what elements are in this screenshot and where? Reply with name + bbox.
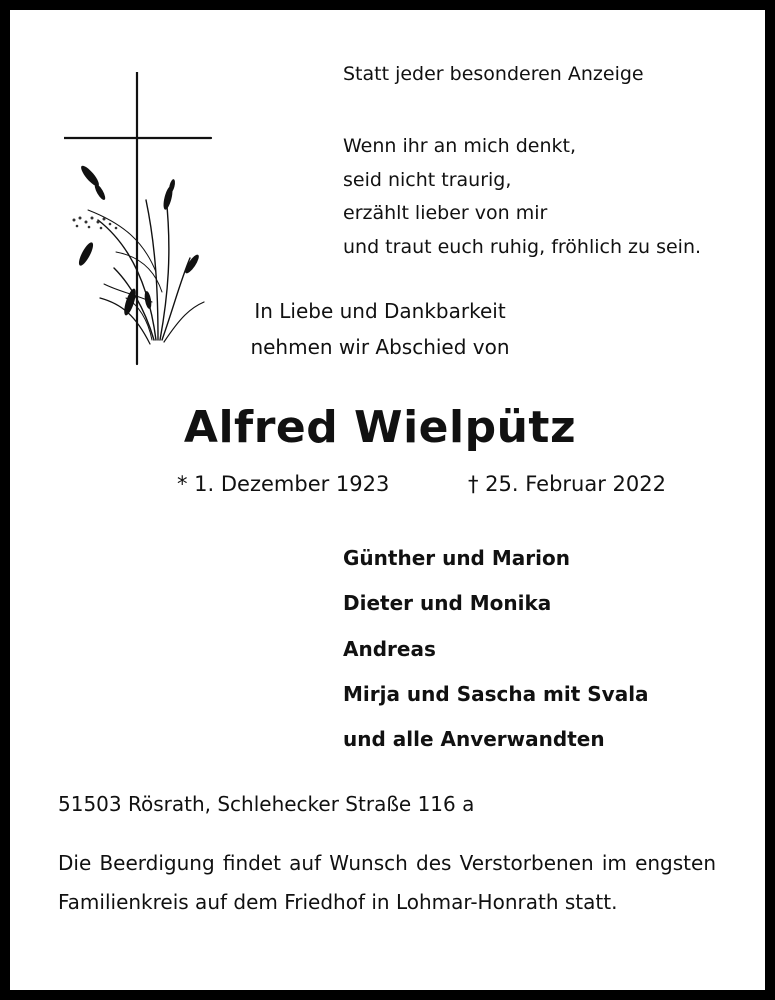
notice-heading: Statt jeder besonderen Anzeige [343,63,644,85]
funeral-note: Die Beerdigung findet auf Wunsch des Verstorbenen im engsten Familienkreis auf dem Friedhof in Lohmar-Honrath statt. [58,851,716,914]
family-address: 51503 Rösrath, Schlehecker Straße 116 a [58,792,475,816]
mourners-list [343,536,649,762]
poem [343,130,701,264]
mourner-entry: und alle Anverwandten [343,727,605,752]
farewell-text [210,293,550,365]
mourner-entry: Dieter und Monika [343,591,552,616]
poem-line: und traut euch ruhig, fröhlich zu sein. [343,235,702,258]
mourner-entry: Andreas [343,636,436,661]
deceased-name: Alfred Wielpütz [183,402,577,453]
poem-line: erzählt lieber von mir [343,202,548,224]
poem-line: seid nicht traurig, [343,168,512,191]
death-date: † 25. Februar 2022 [468,472,666,496]
poem-line: Wenn ihr an mich denkt, [343,135,576,157]
mourner-entry: Günther und Marion [343,546,570,570]
mourner-entry: Mirja und Sascha mit Svala [343,681,649,706]
farewell-line: nehmen wir Abschied von [250,335,510,359]
cross-with-wheat-icon [64,72,224,372]
obituary-notice [10,10,765,990]
birth-date: * 1. Dezember 1923 [177,472,390,496]
farewell-line: In Liebe und Dankbarkeit [254,299,506,323]
